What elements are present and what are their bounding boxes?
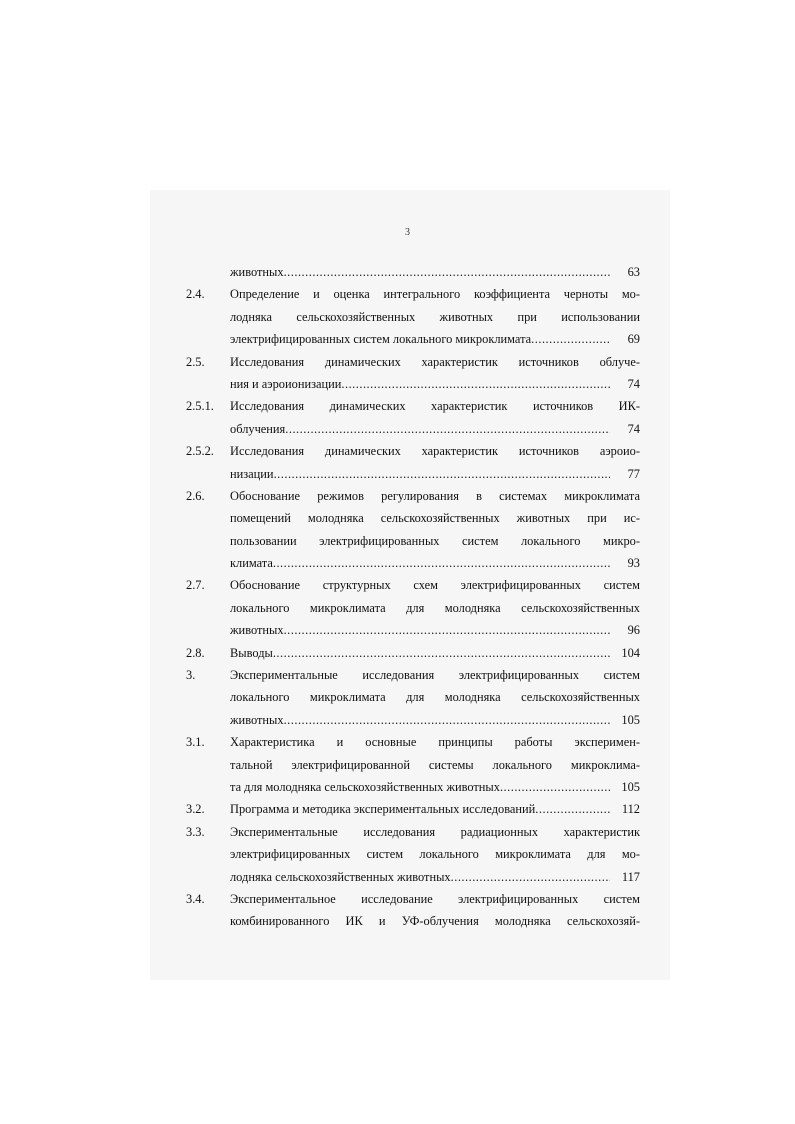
dot-leader	[341, 373, 610, 395]
dot-leader	[284, 261, 610, 283]
toc-title-line: Экспериментальные исследования электрифицированных систем	[230, 668, 640, 683]
toc-title-last-line	[230, 619, 640, 641]
toc-entry-number: 2.6.	[186, 488, 205, 503]
toc-entry	[186, 351, 640, 396]
toc-title-text: Выводы	[230, 645, 273, 660]
toc-entry	[186, 798, 640, 820]
toc-title-last-line	[230, 261, 640, 283]
toc-entry	[186, 440, 640, 485]
toc-entry-title	[230, 642, 640, 664]
toc-entry-title	[230, 574, 640, 641]
toc-page-number: 69	[627, 332, 640, 347]
toc-page-number: 93	[627, 556, 640, 571]
toc-title-text: низации	[230, 466, 274, 481]
toc-title-text: лодняка сельскохозяйственных животных	[230, 869, 451, 884]
toc-entry-number: 3.4.	[186, 891, 205, 906]
toc-title-line: комбинированного ИК и УФ-облучения молодняка сельскохозяй-	[230, 914, 640, 929]
toc-entry	[186, 574, 640, 641]
toc-entry	[186, 395, 640, 440]
toc-title-line: Обоснование структурных схем электрифицированных систем	[230, 578, 640, 593]
page-number: 3	[405, 227, 410, 238]
dot-leader	[500, 776, 610, 798]
toc-title-line: лодняка сельскохозяйственных животных при использовании	[230, 309, 640, 324]
toc-page-number: 105	[621, 712, 640, 727]
toc-title-text: облучения	[230, 421, 286, 436]
toc-title-text: та для молодняка сельскохозяйственных животных	[230, 780, 500, 794]
toc-page-number: 104	[621, 645, 640, 660]
toc-entry-number: 3.2.	[186, 802, 205, 817]
toc-title-text: климата	[230, 556, 273, 571]
toc-title-line: локального микроклимата для молодняка сельскохозяйственных	[230, 690, 640, 705]
toc-title-text: ния и аэроионизации	[230, 376, 342, 391]
toc-entry-number: 2.5.2.	[186, 444, 214, 459]
toc-title-last-line	[230, 418, 640, 440]
toc-entry-number: 2.5.1.	[186, 399, 214, 414]
toc-entry	[186, 731, 640, 798]
toc-title-line: электрифицированных систем локального микроклимата для мо-	[230, 847, 640, 862]
dot-leader	[274, 463, 610, 485]
toc-title-line: Исследования динамических характеристик источников облуче-	[230, 354, 640, 369]
toc-page-number: 112	[621, 802, 640, 817]
dot-leader	[285, 418, 610, 440]
toc-title-line: помещений молодняка сельскохозяйственных животных при ис-	[230, 511, 640, 526]
toc-title-line: Определение и оценка интегрального коэффициента черноты мо-	[230, 287, 640, 302]
toc-title-last-line	[230, 642, 640, 664]
toc-entry	[186, 821, 640, 888]
toc-entry-title	[230, 283, 640, 350]
toc-title-line: Обоснование режимов регулирования в системах микроклимата	[230, 488, 640, 503]
table-of-contents	[186, 261, 640, 933]
toc-entry-title	[230, 731, 640, 798]
toc-entry-title	[230, 261, 640, 283]
toc-entry-title	[230, 798, 640, 820]
toc-page-number: 63	[627, 265, 640, 279]
toc-title-line: Исследования динамических характеристик источников ИК-	[230, 399, 640, 414]
toc-page-number: 74	[627, 421, 640, 436]
toc-entry-title	[230, 485, 640, 575]
toc-entry	[186, 485, 640, 575]
toc-title-text: животных	[230, 623, 284, 638]
dot-leader	[284, 619, 610, 641]
toc-entry	[186, 283, 640, 350]
toc-entry-number: 3.3.	[186, 824, 205, 839]
toc-title-last-line	[230, 328, 640, 350]
dot-leader	[273, 642, 610, 664]
toc-title-line: Экспериментальное исследование электрифицированных систем	[230, 891, 640, 906]
toc-entry-title	[230, 395, 640, 440]
toc-entry-number	[186, 261, 230, 283]
toc-title-last-line	[230, 776, 640, 798]
toc-title-last-line	[230, 373, 640, 395]
toc-title-line: пользовании электрифицированных систем локального микро-	[230, 533, 640, 548]
dot-leader	[451, 866, 610, 888]
toc-title-last-line	[230, 463, 640, 485]
toc-entry-number: 2.8.	[186, 645, 205, 660]
toc-title-text: электрифицированных систем локального микроклимата	[230, 332, 532, 347]
toc-entry-number: 3.1.	[186, 735, 205, 750]
toc-entry-title	[230, 664, 640, 731]
toc-title-last-line	[230, 798, 640, 820]
toc-title-text: животных	[230, 265, 284, 279]
dot-leader	[273, 552, 610, 574]
dot-leader	[531, 328, 610, 350]
toc-page-number: 74	[627, 376, 640, 391]
toc-entry	[186, 261, 640, 283]
toc-entry-number: 2.5.	[186, 354, 205, 369]
toc-title-line: Исследования динамических характеристик источников аэроио-	[230, 444, 640, 459]
toc-entry	[186, 642, 640, 664]
dot-leader	[284, 709, 610, 731]
toc-entry-number: 2.7.	[186, 578, 205, 593]
toc-entry-title	[230, 440, 640, 485]
toc-entry-title	[230, 888, 640, 933]
toc-title-last-line	[230, 866, 640, 888]
toc-entry	[186, 888, 640, 933]
toc-entry-title	[230, 351, 640, 396]
toc-title-text: Программа и методика экспериментальных исследований	[230, 802, 536, 817]
toc-page-number: 96	[627, 623, 640, 638]
dot-leader	[535, 798, 610, 820]
toc-title-line: локального микроклимата для молодняка сельскохозяйственных	[230, 600, 640, 615]
toc-entry-number: 3.	[186, 668, 196, 683]
toc-title-last-line	[230, 552, 640, 574]
toc-entry-title	[230, 821, 640, 888]
toc-entry-number: 2.4.	[186, 287, 205, 302]
toc-title-text: животных	[230, 712, 284, 727]
toc-page-number: 117	[621, 869, 640, 884]
toc-entry	[186, 664, 640, 731]
toc-title-line: Характеристика и основные принципы работы эксперимен-	[230, 735, 640, 750]
toc-title-line: Экспериментальные исследования радиационных характеристик	[230, 824, 640, 839]
toc-page-number: 105	[621, 780, 640, 794]
toc-title-last-line	[230, 709, 640, 731]
toc-title-line: тальной электрифицированной системы локального микроклима-	[230, 757, 640, 772]
toc-page-number: 77	[627, 466, 640, 481]
